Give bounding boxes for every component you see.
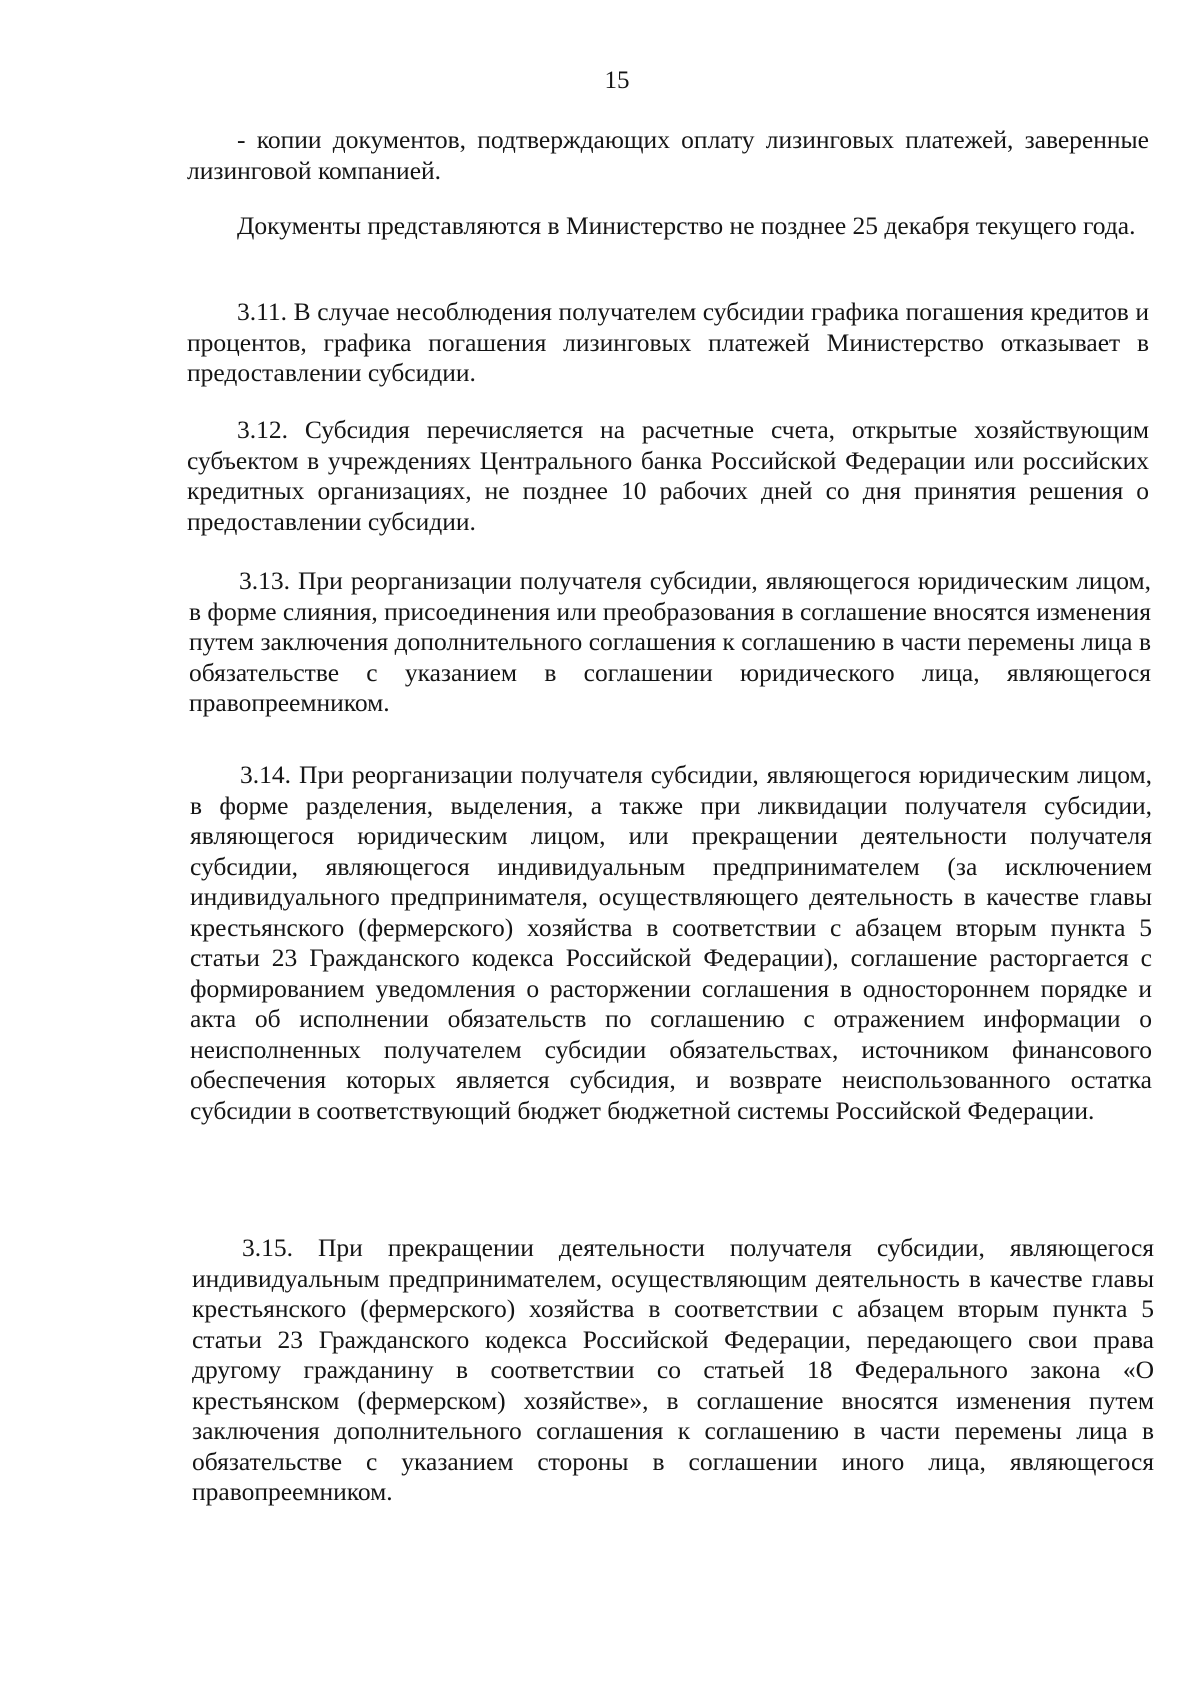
- paragraph-leasing-payment-copies: - копии документов, подтверждающих оплату лизинговых платежей, заверенные лизинговой компанией.: [187, 125, 1149, 185]
- paragraph-clause-3-14: 3.14. При реорганизации получателя субсидии, являющегося юридическим лицом, в форме разделения, выделения, а также при ликвидации получателя субсидии, являющегося юридическим лицом, или прекращении деятельности получателя субсидии, являющегося индивидуальным предпринимателем (за исключением индивидуального предпринимателя, осуществляющего деятельность в качестве главы крестьянского (фермерского) хозяйства в соответствии с абзацем вторым пункта 5 статьи 23 Гражданского кодекса Российской Федерации), соглашение расторгается с формированием уведомления о расторжении соглашения в одностороннем порядке и акта об исполнении обязательств по соглашению с отражением информации о неисполненных получателем субсидии обязательствах, источником финансового обеспечения которых является субсидия, и возврате неиспользованного остатка субсидии в соответствующий бюджет бюджетной системы Российской Федерации.: [190, 760, 1152, 1125]
- paragraph-documents-deadline: Документы представляются в Министерство не позднее 25 декабря текущего года.: [237, 211, 1136, 240]
- paragraph-clause-3-15: 3.15. При прекращении деятельности получателя субсидии, являющегося индивидуальным предпринимателем, осуществляющим деятельность в качестве главы крестьянского (фермерского) хозяйства в соответствии с абзацем вторым пункта 5 статьи 23 Гражданского кодекса Российской Федерации, передающего свои права другому гражданину в соответствии со статьей 18 Федерального закона «О крестьянском (фермерском) хозяйстве», в соглашение вносятся изменения путем заключения дополнительного соглашения к соглашению в части перемены лица в обязательстве с указанием стороны в соглашении иного лица, являющегося правопреемником.: [192, 1233, 1154, 1506]
- paragraph-clause-3-12: 3.12. Субсидия перечисляется на расчетные счета, открытые хозяйствующим субъектом в учреждениях Центрального банка Российской Федерации или российских кредитных организациях, не позднее 10 рабочих дней со дня принятия решения о предоставлении субсидии.: [187, 415, 1149, 536]
- paragraph-clause-3-13: 3.13. При реорганизации получателя субсидии, являющегося юридическим лицом, в форме слияния, присоединения или преобразования в соглашение вносятся изменения путем заключения дополнительного соглашения к соглашению в части перемены лица в обязательстве с указанием в соглашении юридического лица, являющегося правопреемником.: [189, 566, 1151, 717]
- page-number: 15: [604, 67, 630, 94]
- paragraph-clause-3-11: 3.11. В случае несоблюдения получателем субсидии графика погашения кредитов и процентов, графика погашения лизинговых платежей Министерство отказывает в предоставлении субсидии.: [187, 297, 1149, 387]
